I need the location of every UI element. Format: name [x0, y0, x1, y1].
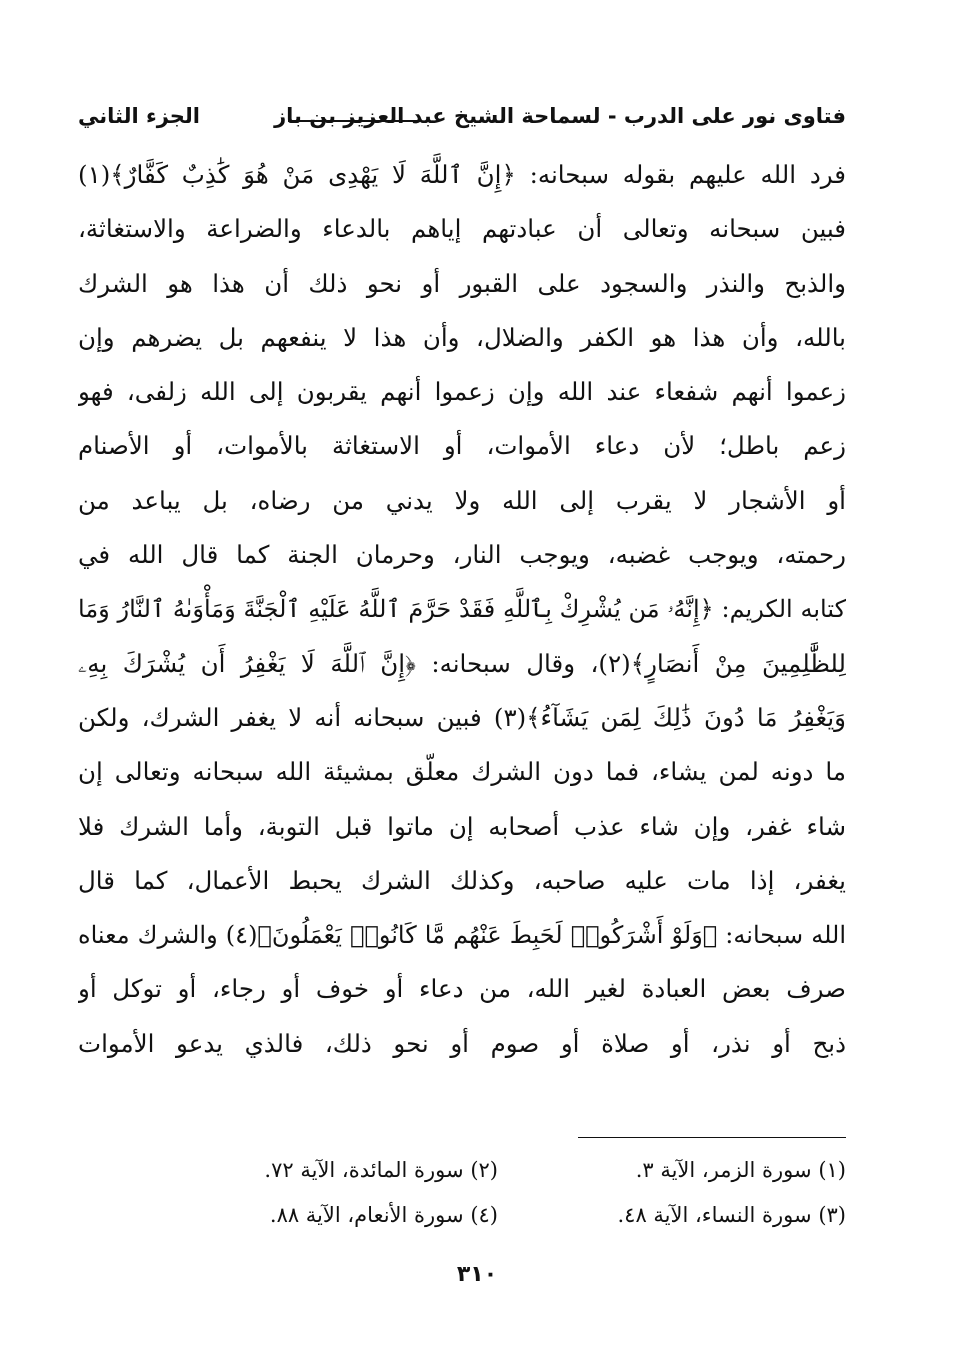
main-text	[78, 148, 846, 1071]
footnote-2	[150, 1148, 498, 1193]
text-line: الله سبحانه: ﴿وَلَوْ أَشْرَكُوا۟ لَحَبِطَ عَنْهُم مَّا كَانُوا۟ يَعْمَلُونَ﴾(٤) والشرك معناه	[78, 921, 846, 950]
text-line: بالله، وأن هذا هو الكفر والضلال، وأن هذا لا ينفعهم بل يضرهم وإن	[78, 322, 846, 352]
text-line: زعم باطل؛ لأن دعاء الأموات، أو الاستغاثة بالأموات، أو الأصنام	[78, 431, 846, 461]
footnote-row	[150, 1193, 846, 1238]
text-line: ما دونه لمن يشاء، فما دون الشرك معلّق بمشيئة الله سبحانه وتعالى إن	[78, 757, 846, 787]
text-line: فبين سبحانه وتعالى أن عبادتهم إياهم بالدعاء والضراعة والاستغاثة،	[78, 214, 846, 244]
text-line: ذبح أو نذر، أو صلاة أو صوم أو نحو ذلك، فالذي يدعو الأموات	[78, 1028, 846, 1058]
footnote-number: (٣)	[818, 1203, 846, 1227]
text-line: شاء غفر، وإن شاء عذب أصحابه إن ماتوا قبل التوبة، وأما الشرك فلا	[78, 811, 846, 841]
footnote-text: سورة المائدة، الآية ٧٢.	[264, 1158, 464, 1182]
footnote-number: (١)	[818, 1158, 846, 1182]
footnote-text: سورة الأنعام، الآية ٨٨.	[269, 1203, 464, 1227]
footnote-3	[498, 1193, 846, 1238]
footnote-separator	[578, 1137, 846, 1138]
footnote-number: (٤)	[470, 1203, 498, 1227]
text-line: أو الأشجار لا يقرب إلى الله ولا يدني من رضاه، بل يباعد من	[78, 485, 846, 515]
text-line: وَيَغْفِرُ مَا دُونَ ذَٰلِكَ لِمَن يَشَآءُ﴾(٣) فبين سبحانه أنه لا يغفر الشرك، ولكن	[78, 702, 846, 732]
footnote-1	[498, 1148, 846, 1193]
footnote-row	[150, 1148, 846, 1193]
text-line: يغفر، إذا مات عليه صاحبه، وكذلك الشرك يحبط الأعمال، كما قال	[78, 865, 846, 895]
footnotes	[150, 1148, 846, 1238]
header-title: فتاوى نور على الدرب - لسماحة الشيخ عبد العزيز بن باز	[274, 104, 846, 128]
footnote-number: (٢)	[470, 1158, 498, 1182]
header-rule	[288, 120, 418, 122]
text-line: رحمته، ويوجب غضبه، ويوجب النار، وحرمان الجنة كما قال الله في	[78, 540, 846, 570]
footnote-4	[150, 1193, 498, 1238]
header-part: الجزء الثاني	[78, 104, 201, 128]
page-number: ٣١٠	[456, 1262, 498, 1287]
text-line: كتابه الكريم: ﴿إِنَّهُۥ مَن يُشْرِكْ بِٱللَّهِ فَقَدْ حَرَّمَ ٱللَّهُ عَلَيْهِ ٱلْجَنَّةَ وَمَأْوَىٰهُ ٱلنَّارُ وَمَا	[78, 595, 846, 624]
text-line: فرد الله عليهم بقوله سبحانه: ﴿إِنَّ ٱللَّهَ لَا يَهْدِى مَنْ هُوَ كَٰذِبٌ كَفَّارٌ﴾(١)	[78, 160, 846, 189]
text-line: زعموا أنهم شفعاء عند الله وإن زعموا أنهم يقربون إلى الله زلفى، فهو	[78, 377, 846, 407]
text-line: لِلظَّٰلِمِينَ مِنْ أَنصَارٍ﴾(٢)، وقال سبحانه: ﴿إِنَّ ٱللَّهَ لَا يَغْفِرُ أَن يُشْرَكَ بِهِۦ	[78, 648, 846, 678]
footnote-text: سورة النساء، الآية ٤٨.	[617, 1203, 812, 1227]
running-header	[78, 100, 846, 136]
text-line: والذبح والنذر والسجود على القبور أو نحو ذلك أن هذا هو الشرك	[78, 268, 846, 298]
text-line: صرف بعض العبادة لغير الله، من دعاء أو خوف أو رجاء، أو توكل أو	[78, 974, 846, 1004]
footnote-text: سورة الزمر، الآية ٣.	[635, 1158, 812, 1182]
